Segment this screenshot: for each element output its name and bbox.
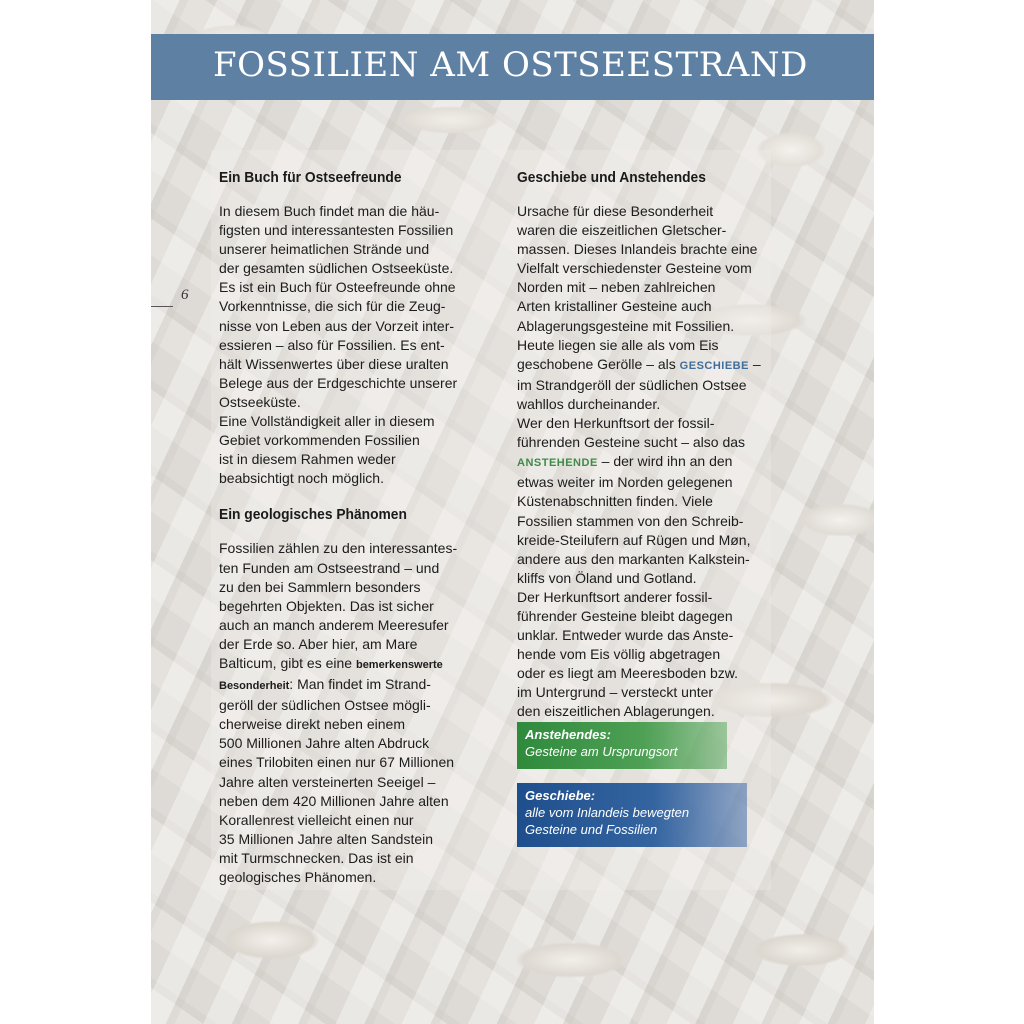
section-gap <box>219 488 519 505</box>
section-heading-phaenomen: Ein geologisches Phänomen <box>219 506 407 524</box>
right-column <box>517 168 817 722</box>
section-body-geschiebe <box>517 202 817 722</box>
page <box>151 0 874 1024</box>
page-title: FOSSILIEN AM OSTSEESTRAND <box>213 45 808 85</box>
body-text: : Man findet im Strand- geröll der südlichen Ostsee mögli- cherweise direkt neben einem 500 Millionen Jahre alten Abdruck eines Trilobiten einen nur 67 Millionen Jahre alten versteinerten Seeigel – neben dem 420 Millionen Jahre alten Korallenrest vielleicht einen nur 35 Millionen Jahre alten Sandstein mit Turmschnecken. Das ist ein geologisches Phänomen. <box>219 676 455 885</box>
body-text: – im Strandgeröll der südlichen Ostsee wahllos durcheinander. Wer den Herkunftsort der fossil- führenden Gesteine sucht – also das <box>517 355 761 451</box>
body-text: Fossilien zählen zu den interessantes- ten Funden am Ostseestrand – und zu den bei Sammlern besonders begehrten Objekten. Das ist sicher auch an manch anderem Meeresufer der Erde so. Aber hier, am Mare Balticum, gibt es eine <box>219 540 458 671</box>
term-anstehende: ANSTEHENDE <box>517 457 598 470</box>
glossary-definition-geschiebe: alle vom Inlandeis bewegten Gesteine und Fossilien <box>525 805 690 837</box>
section-heading-buch: Ein Buch für Ostseefreunde <box>219 169 402 186</box>
section-heading-geschiebe: Geschiebe und Anstehendes <box>517 169 706 186</box>
section-body-phaenomen <box>219 539 519 887</box>
glossary-box-geschiebe <box>517 783 747 847</box>
emphasis-bemerkenswerte: bemerkenswerte <box>355 658 443 671</box>
term-geschiebe: GESCHIEBE <box>679 359 749 372</box>
glossary-term-geschiebe: Geschiebe: <box>525 788 596 803</box>
page-number: 6 <box>181 287 189 303</box>
emphasis-besonderheit: Besonderheit <box>219 680 290 693</box>
glossary-definition-anstehendes: Gesteine am Ursprungsort <box>525 744 678 759</box>
glossary-box-anstehendes <box>517 722 727 769</box>
left-column <box>219 168 519 887</box>
page-number-rule <box>151 306 173 307</box>
body-text: Ursache für diese Besonderheit waren die eiszeitlichen Gletscher- massen. Dieses Inlandeis brachte eine Vielfalt verschiedenster Gesteine vom Norden mit – neben zahlreichen Arten kristalliner Gesteine auch Ablagerungsgesteine mit Fossilien. Heute liegen sie alle als vom Eis geschobene Gerölle – als <box>517 203 758 372</box>
glossary-term-anstehendes: Anstehendes: <box>525 727 611 742</box>
body-text: – der wird ihn an den etwas weiter im Norden gelegenen Küstenabschnitten finden. Viele Fossilien stammen von den Schreib- kreide-Steilufern auf Rügen und Møn, andere aus den markanten Kalkstein- kliffs von Öland und Gotland. Der Herkunftsort anderer fossil- führender Gesteine bleibt dagegen unklar. Entweder wurde das Anste- hende vom Eis völlig abgetragen oder es liegt am Meeresboden bzw. im Untergrund – versteckt unter den eiszeitlichen Ablagerungen. <box>517 453 751 720</box>
section-body-buch: In diesem Buch findet man die häu- figsten und interessantesten Fossilien unserer heimatlichen Strände und der gesamten südlichen Ostseeküste. Es ist ein Buch für Osteefreunde ohne Vorkenntnisse, die sich für die Zeug- nisse von Leben aus der Vorzeit inter- essieren – also für Fossilien. Es ent- hält Wissenwertes über diese uralten Belege aus der Erdgeschichte unserer Ostseeküste. Eine Vollständigkeit aller in diesem Gebiet vorkommenden Fossilien ist in diesem Rahmen weder beabsichtigt noch möglich. <box>219 203 458 487</box>
